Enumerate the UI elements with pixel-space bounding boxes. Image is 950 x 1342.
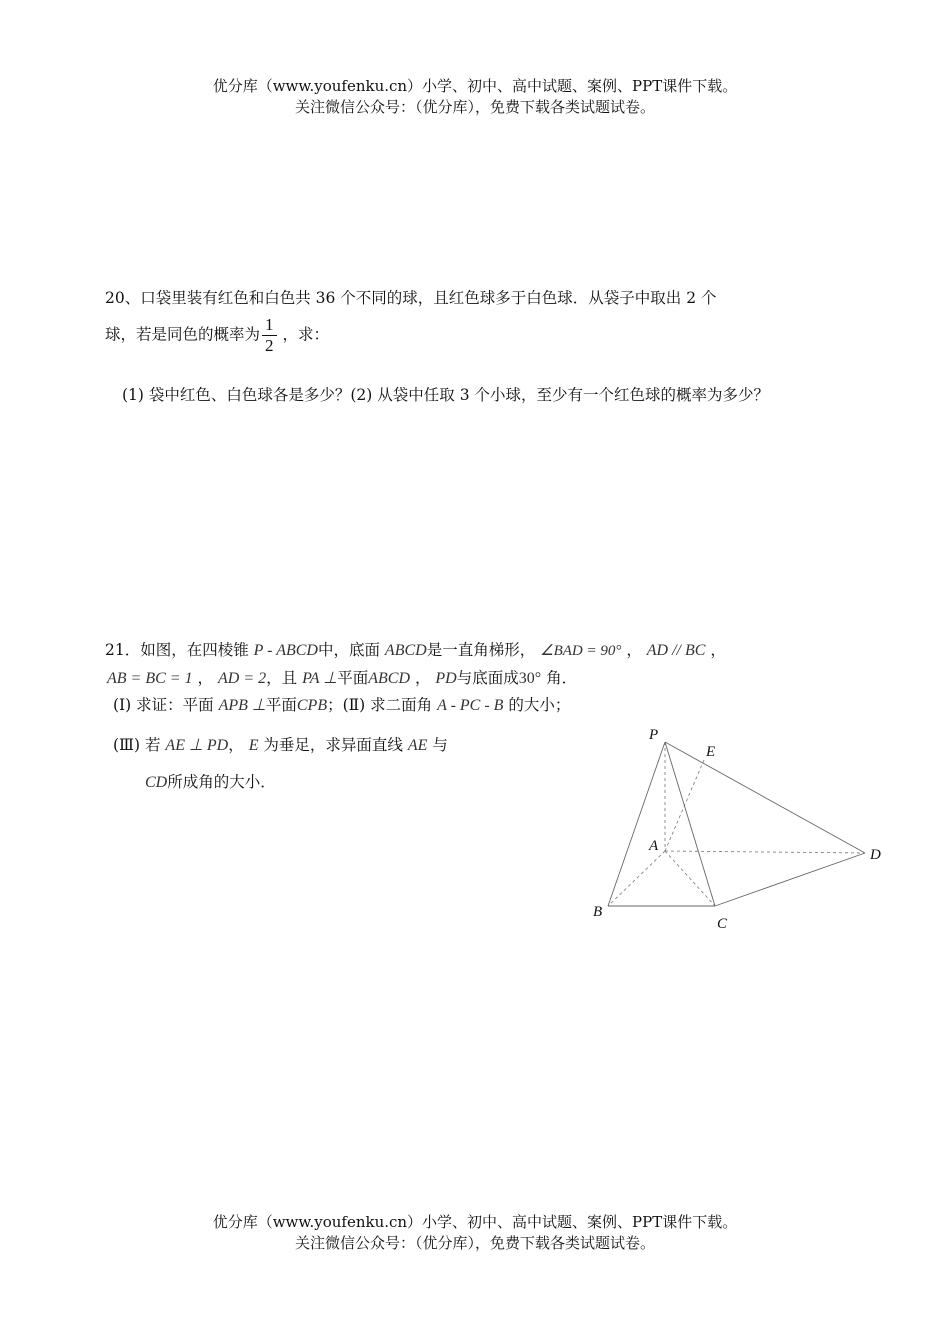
footer-line-1: 优分库（www.youfenku.cn）小学、初中、高中试题、案例、PPT课件下载。 <box>212 1213 738 1231</box>
math-expr: CD <box>145 774 168 791</box>
pyramid-figure <box>585 720 895 930</box>
q20-line-2-pre: 球，若是同色的概率为 <box>105 325 261 344</box>
fraction-numerator: 1 <box>262 315 277 336</box>
edge-PC <box>665 742 715 906</box>
math-expr: AB = BC = 1 <box>107 670 193 687</box>
q21-text: 的大小； <box>508 696 571 714</box>
q21-text: (Ⅰ) 求证：平面 <box>113 696 214 714</box>
q20-line-2 <box>105 315 329 356</box>
edge-PD <box>665 742 865 853</box>
math-expr: P - ABCD <box>253 642 318 659</box>
q21-line-1 <box>105 638 726 660</box>
q20-line-2-post: ，求： <box>282 325 330 344</box>
probability-fraction <box>262 315 277 356</box>
q21-line-5 <box>145 770 276 792</box>
q21-text: 是一直角梯形， <box>426 641 536 659</box>
label-B: B <box>593 904 603 920</box>
q21-line-3 <box>113 693 570 715</box>
q21-text: ， <box>228 736 244 754</box>
q21-text: (Ⅲ) 若 <box>113 736 161 754</box>
q21-text: 平面 <box>337 669 369 687</box>
edge-AE <box>665 760 704 851</box>
edge-AC <box>665 851 715 906</box>
label-D: D <box>870 847 881 863</box>
edge-AD <box>665 851 865 853</box>
q21-text: 为垂足，求异面直线 <box>263 736 403 754</box>
q21-text: ；(Ⅱ) 求二面角 <box>327 696 433 714</box>
q21-text: 角． <box>546 669 578 687</box>
math-expr: CPB <box>296 697 328 714</box>
math-expr: ABCD <box>368 670 410 687</box>
math-expr: AD = 2 <box>217 670 267 687</box>
q21-line-4 <box>113 733 448 755</box>
label-E: E <box>706 744 716 760</box>
q21-text: ，且 <box>266 669 298 687</box>
edge-CD <box>715 853 865 906</box>
math-expr: ABCD <box>384 642 427 659</box>
math-expr: A - PC - B <box>437 697 504 714</box>
q21-text: ， <box>197 669 214 687</box>
math-expr: APB ⊥ <box>218 697 266 714</box>
math-expr: PA ⊥ <box>302 670 338 687</box>
math-expr: AE ⊥ PD <box>165 737 229 754</box>
q20-line-1: 20、口袋里装有红色和白色共 36 个不同的球，且红色球多于白色球．从袋子中取出 2 个 <box>105 289 717 307</box>
math-expr: E <box>248 737 259 754</box>
q21-text: ， <box>626 641 642 659</box>
q21-text: 平面 <box>265 696 297 714</box>
q21-line-2 <box>107 666 577 688</box>
edge-PB <box>608 742 665 906</box>
q21-text: 与底面成 <box>456 669 519 687</box>
q21-text: 与 <box>432 736 448 754</box>
math-expr: AD // BC <box>646 642 706 659</box>
math-expr: PD <box>435 670 457 687</box>
math-expr: AE <box>407 737 428 754</box>
q21-text: ， <box>710 641 726 659</box>
edge-AB <box>608 851 665 906</box>
q20-line-3: (1) 袋中红色、白色球各是多少？(2) 从袋中任取 3 个小球，至少有一个红色球的概率为多少？ <box>122 386 769 404</box>
header-line-2: 关注微信公众号：（优分库），免费下载各类试题试卷。 <box>294 98 655 116</box>
math-expr: 30° <box>518 670 542 687</box>
fraction-denominator: 2 <box>265 336 274 355</box>
label-C: C <box>717 916 728 930</box>
footer-line-2: 关注微信公众号：（优分库），免费下载各类试题试卷。 <box>294 1234 655 1252</box>
q21-text: 中，底面 <box>317 641 380 659</box>
math-expr: ∠BAD = 90° <box>540 643 622 659</box>
label-A: A <box>649 838 659 854</box>
q21-text: ， <box>414 669 431 687</box>
q21-text: 所成角的大小． <box>167 773 276 791</box>
header-line-1: 优分库（www.youfenku.cn）小学、初中、高中试题、案例、PPT课件下载。 <box>212 77 738 95</box>
q21-text: 21．如图，在四棱锥 <box>105 641 249 659</box>
label-P: P <box>649 727 659 743</box>
